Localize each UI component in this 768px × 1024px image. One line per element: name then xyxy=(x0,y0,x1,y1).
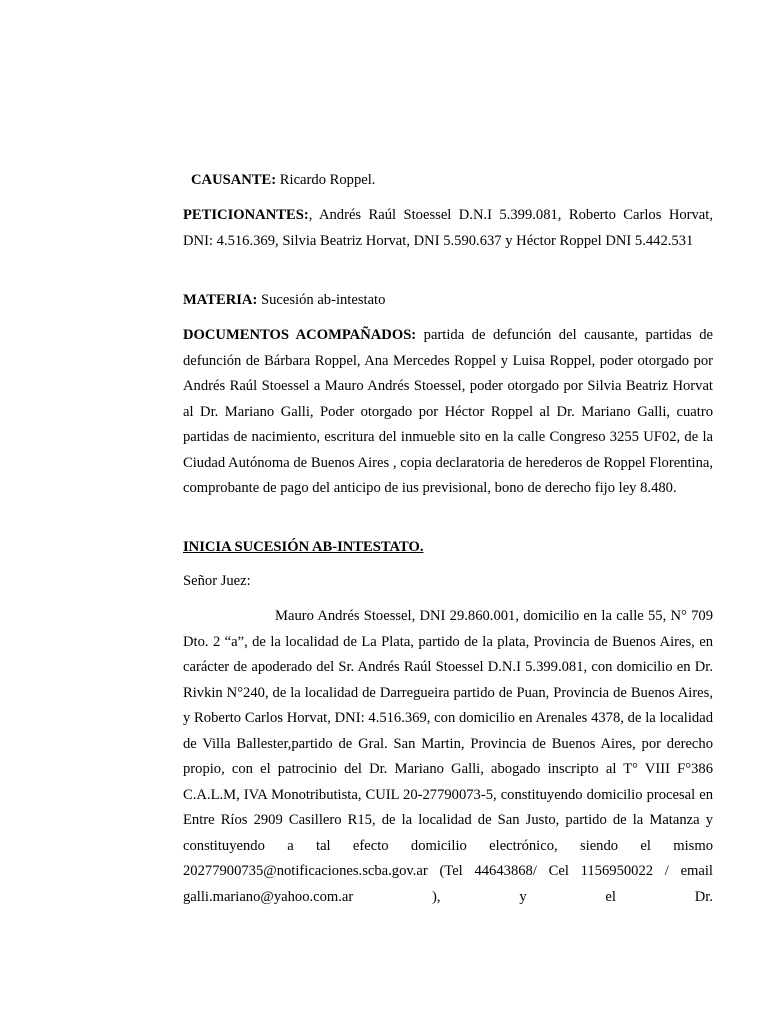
causante-line xyxy=(183,168,721,194)
materia-label: MATERIA: xyxy=(183,292,258,308)
peticionantes-paragraph xyxy=(183,203,713,254)
documentos-value: partida de defunción del causante, partidas de defunción de Bárbara Roppel, Ana Mercedes Roppel y Luisa Roppel, poder otorgado por Andrés Raúl Stoessel a Mauro Andrés Stoessel, poder otorgado por Silvia Beatriz Horvat al Dr. Mariano Galli, Poder otorgado por Héctor Roppel al Dr. Mariano Galli, cuatro partidas de nacimiento, escritura del inmueble sito en la calle Congreso 3255 UF02, de la Ciudad Autónoma de Buenos Aires , copia declaratoria de herederos de Roppel Florentina, comprobante de pago del anticipo de ius previsional, bono de derecho fijo ley 8.480. xyxy=(183,327,713,496)
documentos-label: DOCUMENTOS ACOMPAÑADOS: xyxy=(183,327,417,343)
materia-line xyxy=(183,288,713,314)
body-paragraph: Mauro Andrés Stoessel, DNI 29.860.001, domicilio en la calle 55, N° 709 Dto. 2 “a”, de la localidad de La Plata, partido de la plata, Provincia de Buenos Aires, en carácter de apoderado del Sr. Andrés Raúl Stoessel D.N.I 5.399.081, con domicilio en Dr. Rivkin N°240, de la localidad de Darregueira partido de Puan, Provincia de Buenos Aires, y Roberto Carlos Horvat, DNI: 4.516.369, con domicilio en Arenales 4378, de la localidad de Villa Ballester,partido de Gral. San Martin, Provincia de Buenos Aires, por derecho propio, con el patrocinio del Dr. Mariano Galli, abogado inscripto al T° VIII F°386 C.A.L.M, IVA Monotributista, CUIL 20-27790073-5, constituyendo domicilio procesal en Entre Ríos 2909 Casillero R15, de la localidad de San Justo, partido de la Matanza y constituyendo a tal efecto domicilio electrónico, siendo el mismo 20277900735@notificaciones.scba.gov.ar (Tel 44643868/ Cel 1156950022 / email galli.mariano@yahoo.com.ar ), y el Dr. xyxy=(183,608,713,905)
peticionantes-label: PETICIONANTES: xyxy=(183,207,309,223)
salutation: Señor Juez: xyxy=(183,573,251,589)
peticionantes-value: , Andrés Raúl Stoessel D.N.I 5.399.081, Roberto Carlos Horvat, DNI: 4.516.369, Silvia Beatriz Horvat, DNI 5.590.637 y Héctor Roppel DNI 5.442.531 xyxy=(183,207,713,249)
causante-label: CAUSANTE: xyxy=(191,172,277,188)
materia-value: Sucesión ab-intestato xyxy=(257,292,386,308)
causante-value: Ricardo Roppel. xyxy=(276,172,376,188)
documentos-paragraph xyxy=(183,323,713,502)
section-heading: INICIA SUCESIÓN AB-INTESTATO. xyxy=(183,539,424,555)
